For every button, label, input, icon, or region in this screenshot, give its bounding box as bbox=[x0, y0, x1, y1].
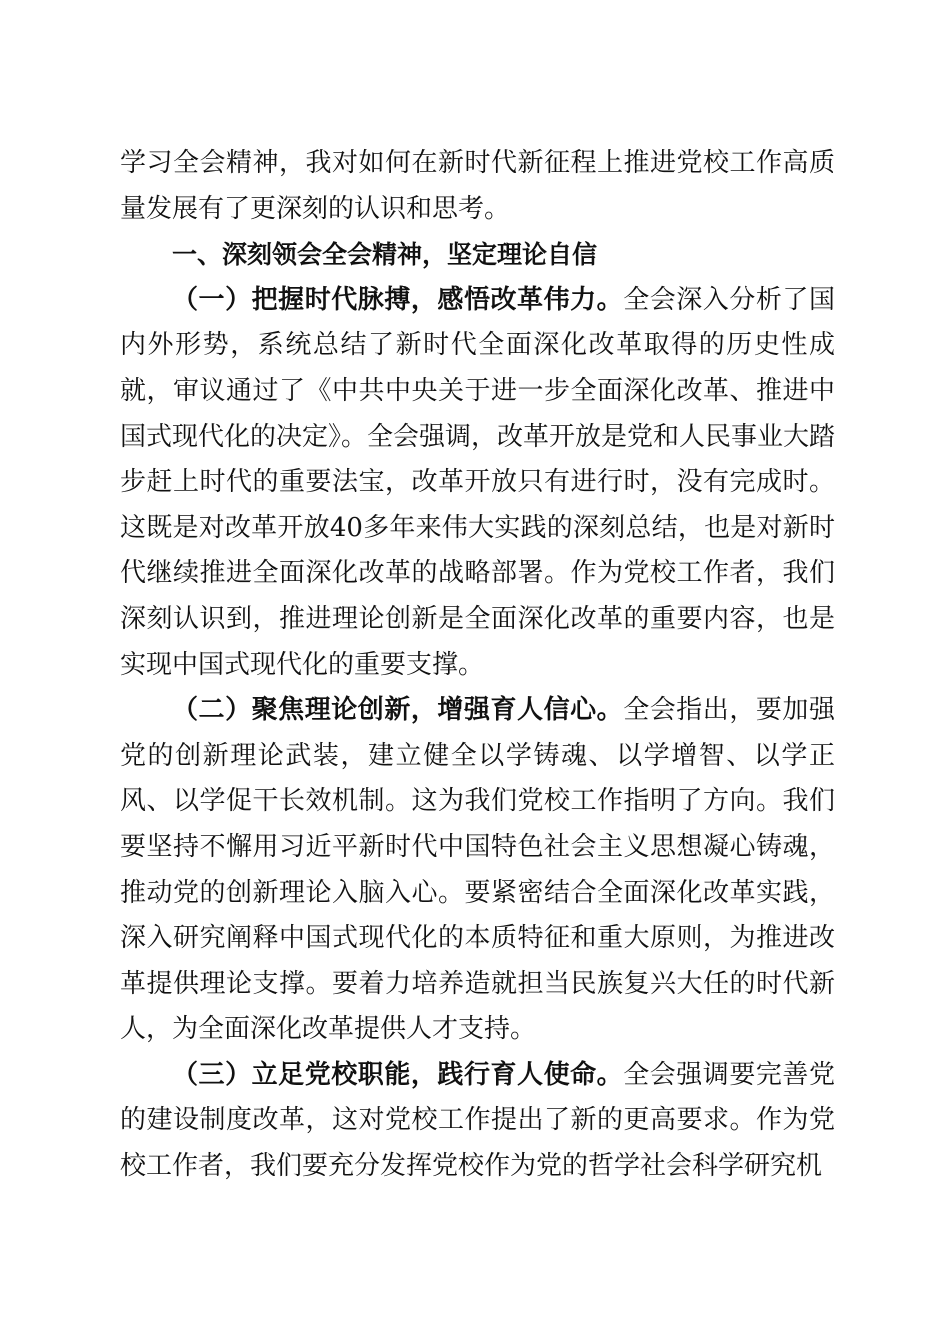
subsection-lead-3: （三）立足党校职能，践行育人使命。 bbox=[172, 1059, 624, 1090]
subsection-body-2: 全会指出，要加强党的创新理论武装，建立健全以学铸魂、以学增智、以学正风、以学促干长效机制。这为我们党校工作指明了方向。我们要坚持不懈用习近平新时代中国特色社会主义思想凝心铸魂，推动党的创新理论入脑入心。要紧密结合全面深化改革实践，深入研究阐释中国式现代化的本质特征和重大原则，为推进改革提供理论支撑。要着力培养造就担当民族复兴大任的时代新人，为全面深化改革提供人才支持。 bbox=[120, 695, 835, 1045]
subsection-paragraph-1 bbox=[120, 278, 835, 688]
subsection-paragraph-3 bbox=[120, 1053, 835, 1190]
section-heading: 一、深刻领会全会精神，坚定理论自信 bbox=[172, 240, 598, 270]
intro-paragraph: 学习全会精神，我对如何在新时代新征程上推进党校工作高质量发展有了更深刻的认识和思考。 bbox=[120, 148, 835, 224]
document-body bbox=[120, 141, 835, 1190]
subsection-lead-1: （一）把握时代脉搏，感悟改革伟力。 bbox=[172, 284, 624, 315]
subsection-paragraph-2 bbox=[120, 688, 835, 1053]
subsection-lead-2: （二）聚焦理论创新，增强育人信心。 bbox=[172, 695, 624, 726]
subsection-body-3: 全会强调要完善党的建设制度改革，这对党校工作提出了新的更高要求。作为党校工作者，我们要充分发挥党校作为党的哲学社会科学研究机 bbox=[120, 1059, 835, 1182]
subsection-body-1: 全会深入分析了国内外形势，系统总结了新时代全面深化改革取得的历史性成就，审议通过了《中共中央关于进一步全面深化改革、推进中国式现代化的决定》。全会强调，改革开放是党和人民事业大踏步赶上时代的重要法宝，改革开放只有进行时，没有完成时。这既是对改革开放40多年来伟大实践的深刻总结，也是对新时代继续推进全面深化改革的战略部署。作为党校工作者，我们深刻认识到，推进理论创新是全面深化改革的重要内容，也是实现中国式现代化的重要支撑。 bbox=[120, 284, 836, 680]
